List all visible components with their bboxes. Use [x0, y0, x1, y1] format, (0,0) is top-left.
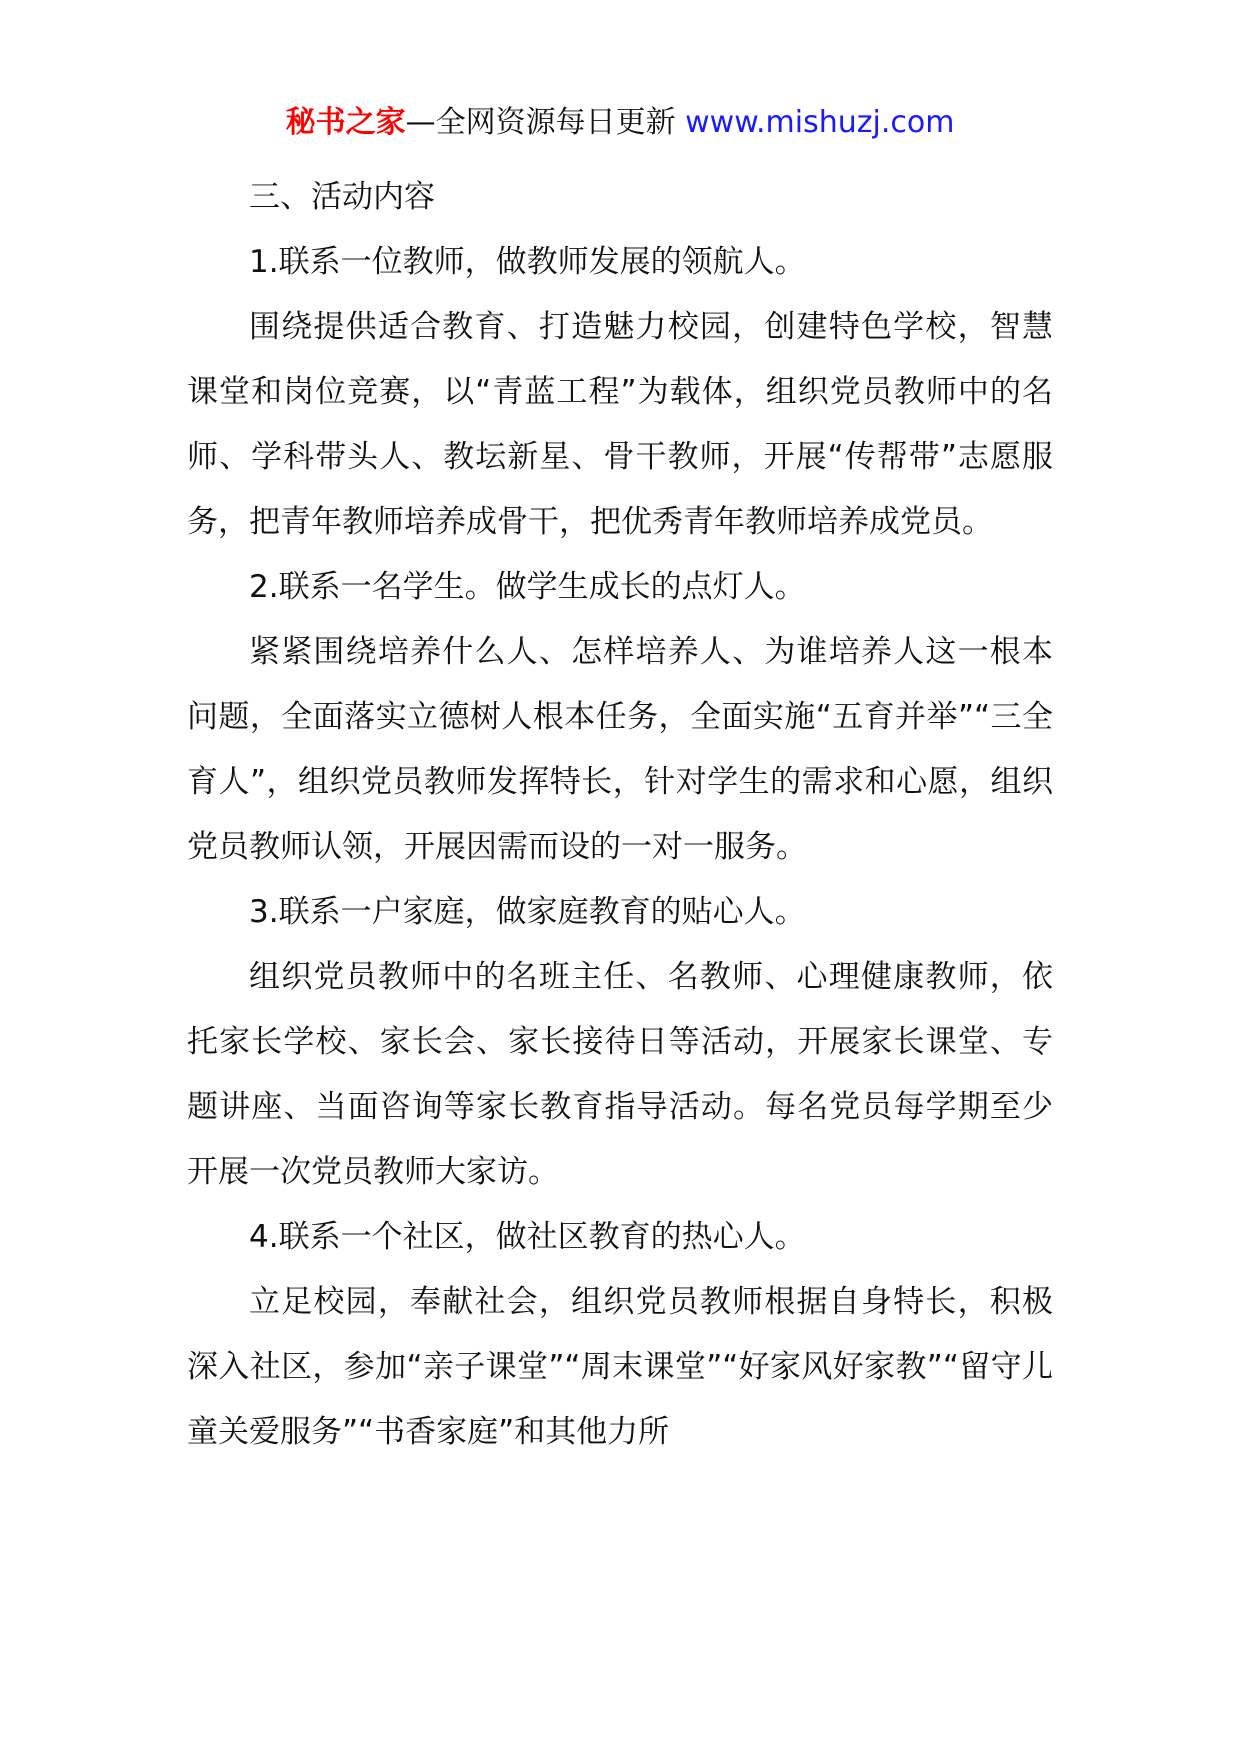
item-body-1: 围绕提供适合教育、打造魅力校园，创建特色学校，智慧课堂和岗位竞赛，以“青蓝工程”为载体，组织党员教师中的名师、学科带头人、教坛新星、骨干教师，开展“传帮带”志愿服务，把青年教师培养成骨干，把优秀青年教师培养成党员。	[187, 309, 1053, 540]
item-body-4: 立足校园，奉献社会，组织党员教师根据自身特长，积极深入社区，参加“亲子课堂”“周末课堂”“好家风好家教”“留守儿童关爱服务”“书香家庭”和其他力所	[187, 1284, 1053, 1450]
document-body	[187, 165, 1053, 1465]
site-tagline: —全网资源每日更新	[405, 105, 686, 140]
item-body-2: 紧紧围绕培养什么人、怎样培养人、为谁培养人这一根本问题，全面落实立德树人根本任务，全面实施“五育并举”“三全育人”，组织党员教师发挥特长，针对学生的需求和心愿，组织党员教师认领，开展因需而设的一对一服务。	[187, 634, 1053, 865]
page-header	[0, 101, 1240, 145]
item-heading-3: 3.联系一户家庭，做家庭教育的贴心人。	[249, 894, 806, 930]
site-url[interactable]: www.mishuzj.com	[685, 105, 955, 140]
item-heading-1: 1.联系一位教师，做教师发展的领航人。	[249, 244, 806, 280]
item-heading-4: 4.联系一个社区，做社区教育的热心人。	[249, 1219, 806, 1255]
section-heading: 三、活动内容	[249, 179, 435, 215]
item-body-3: 组织党员教师中的名班主任、名教师、心理健康教师，依托家长学校、家长会、家长接待日等活动，开展家长课堂、专题讲座、当面咨询等家长教育指导活动。每名党员每学期至少开展一次党员教师大家访。	[187, 959, 1053, 1190]
item-heading-2: 2.联系一名学生。做学生成长的点灯人。	[249, 569, 806, 605]
site-brand: 秘书之家	[285, 105, 406, 140]
